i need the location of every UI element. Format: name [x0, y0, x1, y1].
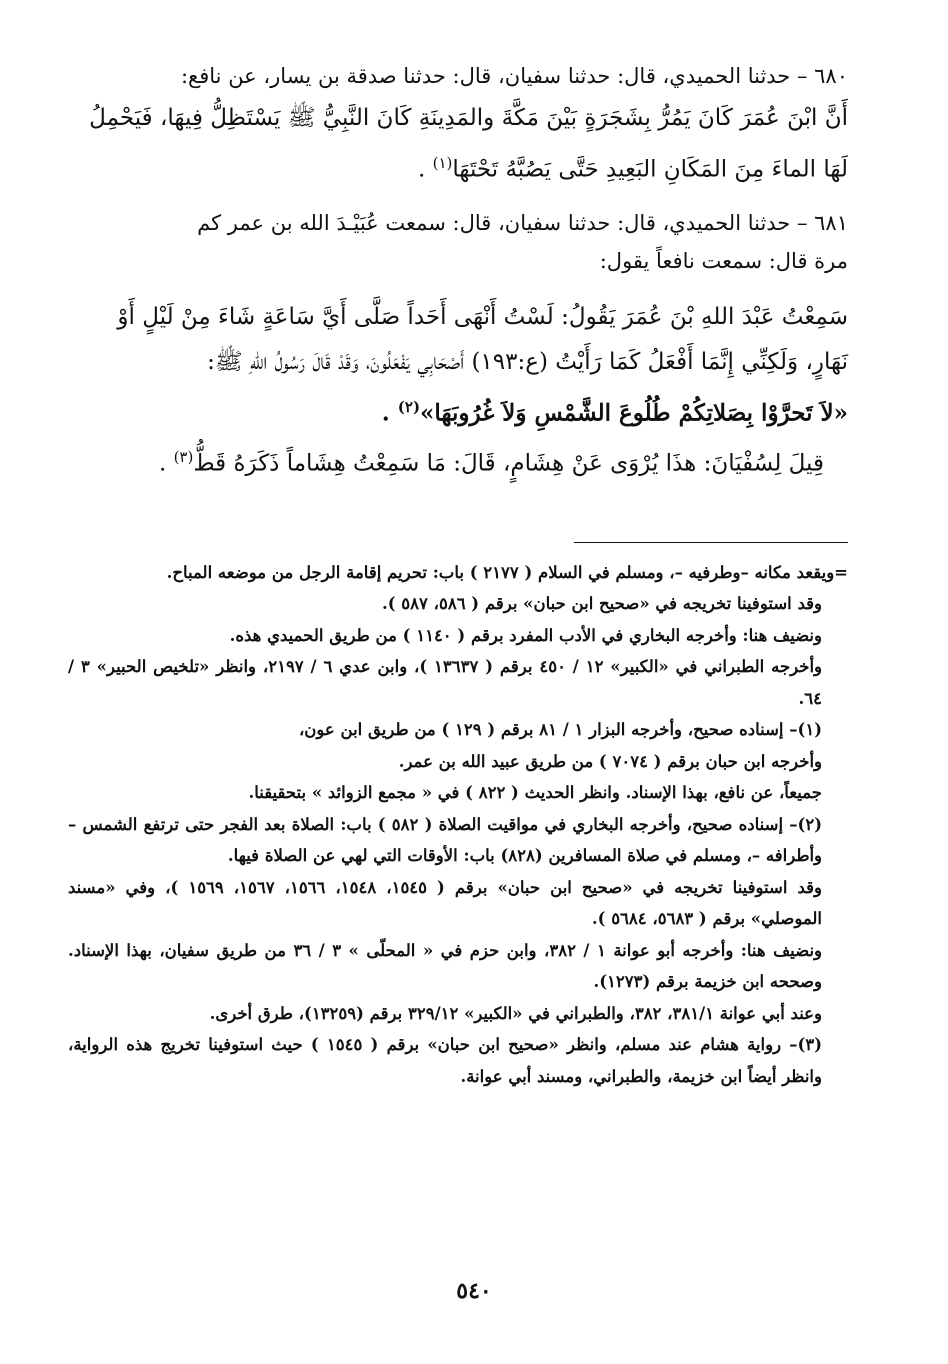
hadith-681-isnad-line-1: ٦٨١ – حدثنا الحميدي، قال: حدثنا سفيان، قال: سمعت عُبَيْـدَ الله بن عمر كم	[197, 210, 848, 235]
footnote-marker-3: (٣)	[173, 448, 194, 467]
hadith-681-text-line-1: سَمِعْتُ عَبْدَ اللهِ بْنَ عُمَرَ يَقُولُ: لَسْتُ أَنْهَى أَحَداً صَلَّى أَيَّ سَاعَةٍ شَاءَ مِنْ لَيْلٍ أَوْ	[117, 303, 848, 330]
hadith-681-isnad-line-2: مرة قال: سمعت نافعاً يقول:	[599, 248, 848, 273]
footnote-paragraph: جميعاً، عن نافع، بهذا الإسناد. وانظر الحديث ( ٨٢٢ ) في « مجمع الزوائد » بتحقيقنا.	[248, 783, 822, 803]
hadith-681-line-4-end: .	[158, 450, 174, 477]
hadith-681-text-line-4	[68, 435, 848, 487]
hadith-681-line-3-end: .	[381, 399, 398, 427]
hadith-680-text-line-1: أَنَّ ابْنَ عُمَرَ كَانَ يَمُرُّ بِشَجَرَةٍ بَيْنَ مَكَّةَ والمَدِينَةِ كَانَ النَّبِيُّ ﷺ يَسْتَظِلُّ فِيهَا، فَيَحْمِلُ	[89, 105, 848, 131]
hadith-680-isnad: ٦٨٠ – حدثنا الحميدي، قال: حدثنا سفيان، قال: حدثنا صدقة بن يسار، عن نافع:	[180, 64, 848, 88]
footnotes	[68, 557, 848, 1093]
footnote-1: (١)– إسناده صحيح، وأخرجه البزار ١ / ٨١ برقم ( ١٢٩ ) من طريق ابن عون،	[298, 720, 822, 740]
hadith-681-text-line-3	[68, 385, 848, 436]
footnote-3: (٣)– رواية هشام عند مسلم، وانظر «صحيح ابن حبان» برقم ( ١٥٤٥ ) حيث استوفينا تخريج هذه الرواية، وانظر أيضاً ابن خزيمة، والطبراني، ومسند أبي عوانة.	[68, 1035, 822, 1086]
prophetic-saying: «لاَ تَحرَّوْا بِصَلاتِكُمْ طُلُوعَ الشَّمْسِ وَلاَ غُرُوبَهَا»	[420, 399, 848, 427]
hadith-681-line-4-body: قِيلَ لِسُفْيَانَ: هذَا يُرْوَى عَنْ هِشَامٍ، قَالَ: مَا سَمِعْتُ هِشَاماً ذَكَرَهُ قَطُّ	[193, 450, 824, 477]
footnote-marker-2: (٢)	[397, 397, 421, 416]
footnote-paragraph: وأخرجه ابن حبان برقم ( ٧٠٧٤ ) من طريق عبيد الله بن عمر.	[398, 751, 822, 771]
footnote-2: (٢)– إسناده صحيح، وأخرجه البخاري في مواقيت الصلاة ( ٥٨٢ ) باب: الصلاة بعد الفجر حتى ترتفع الشمس –وأطرافه –، ومسلم في صلاة المسافرين (٨٢٨) باب: الأوقات التي لهي عن الصلاة فيها.	[68, 814, 822, 866]
footnote-paragraph: ونضيف هنا: وأخرجه البخاري في الأدب المفرد برقم ( ١١٤٠ ) من طريق الحميدي هذه.	[229, 625, 822, 645]
main-text	[68, 60, 848, 487]
footnote-marker-1: (١)	[432, 154, 453, 172]
hadith-680-text-line-2	[68, 141, 848, 193]
hadith-680-end: .	[417, 156, 433, 183]
hadith-681-text-line-2: نَهَارٍ، وَلَكِنِّي إِنَّمَا أَفْعَلُ كَمَا رَأَيْتُ (ع:١٩٣) أَصْحَابِي يَفْعَلُونَ، وَقَدْ قَالَ رَسُولُ اللهِ ﷺ:	[207, 348, 848, 375]
footnote-paragraph: وأخرجه الطبراني في «الكبير» ١٢ / ٤٥٠ برقم ( ١٣٦٣٧ )، وابن عدي ٦ / ٢١٩٧، وانظر «تلخيص الحبير» ٣ / ٦٤.	[68, 657, 823, 708]
hadith-680-text-line-2-body: لَهَا الماءَ مِنَ المَكَانِ البَعِيدِ حَتَّى يَصُبَّهُ تَحْتَهَا	[452, 156, 848, 183]
footnote-paragraph: ونضيف هنا: وأخرجه أبو عوانة ١ / ٣٨٢، وابن حزم في « المحلّى » ٣ / ٣٦ من طريق سفيان، بهذا الإسناد. وصححه ابن خزيمة برقم (١٢٧٣).	[68, 940, 823, 992]
footnote-paragraph: وقد استوفينا تخريجه في «صحيح ابن حبان» برقم ( ١٥٤٥، ١٥٤٨، ١٥٦٦، ١٥٦٧، ١٥٦٩ )، وفي «مسند الموصلي» برقم ( ٥٦٨٣، ٥٦٨٤ ).	[68, 877, 822, 929]
footnote-paragraph: وعند أبي عوانة ٣٨١/١، ٣٨٢، والطبراني في «الكبير» ٣٢٩/١٢ برقم (١٣٢٥٩)، طرق أخرى.	[209, 1003, 822, 1023]
footnote-divider	[574, 542, 848, 543]
page-number: ٥٤٠	[456, 1278, 492, 1304]
footnote-continuation: =ويقعد مكانه –وطرفيه –، ومسلم في السلام ( ٢١٧٧ ) باب: تحريم إقامة الرجل من موضعه المباح.	[166, 562, 848, 582]
footnote-paragraph: وقد استوفينا تخريجه في «صحيح ابن حبان» برقم ( ٥٨٦، ٥٨٧ ).	[382, 594, 822, 614]
